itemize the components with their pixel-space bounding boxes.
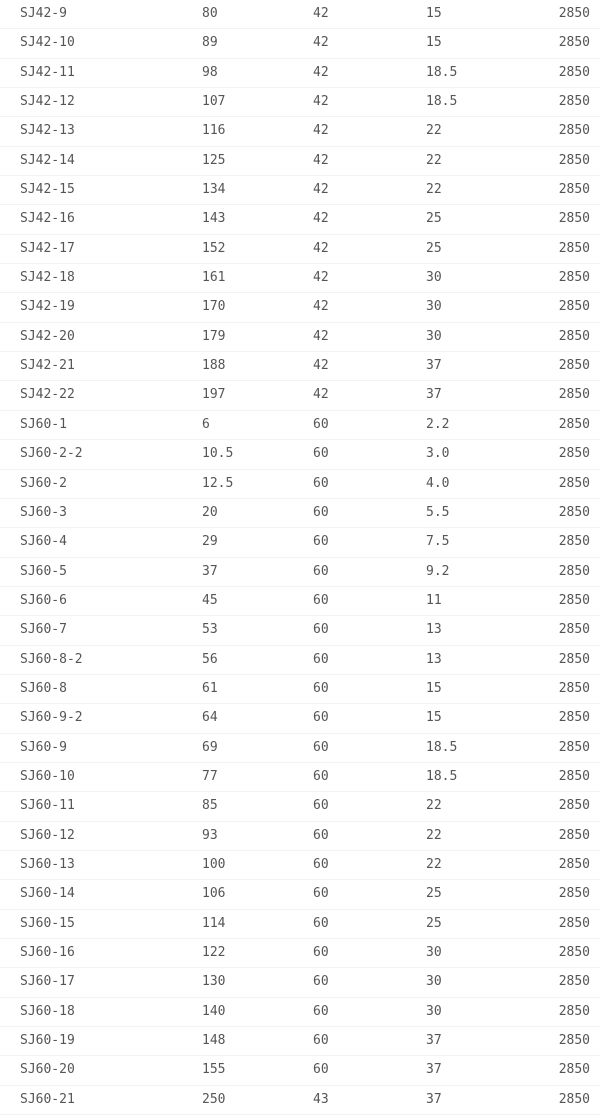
head-cell: 60 (313, 622, 329, 638)
power-cell: 30 (426, 328, 442, 344)
model-cell: SJ42-17 (20, 240, 75, 256)
model-cell: SJ60-6 (20, 592, 67, 608)
head-cell: 60 (313, 651, 329, 667)
flow-cell: 29 (202, 534, 218, 550)
speed-cell: 2850 (558, 240, 590, 256)
power-cell: 5.5 (426, 504, 450, 520)
power-cell: 11 (426, 592, 442, 608)
speed-cell: 2850 (558, 504, 590, 520)
flow-cell: 45 (202, 592, 218, 608)
power-cell: 15 (426, 35, 442, 51)
head-cell: 60 (313, 1033, 329, 1049)
flow-cell: 56 (202, 651, 218, 667)
power-cell: 37 (426, 1091, 442, 1107)
model-cell: SJ60-3 (20, 504, 67, 520)
model-cell: SJ42-20 (20, 328, 75, 344)
power-cell: 37 (426, 1062, 442, 1078)
power-cell: 18.5 (426, 768, 458, 784)
head-cell: 42 (313, 6, 329, 21)
flow-cell: 143 (202, 211, 226, 227)
model-cell: SJ42-14 (20, 152, 75, 168)
model-cell: SJ60-10 (20, 768, 75, 784)
speed-cell: 2850 (558, 64, 590, 80)
flow-cell: 10.5 (202, 446, 234, 462)
flow-cell: 85 (202, 798, 218, 814)
table-row (0, 704, 600, 733)
speed-cell: 2850 (558, 798, 590, 814)
table-row (0, 910, 600, 939)
speed-cell: 2850 (558, 475, 590, 491)
table-row (0, 822, 600, 851)
flow-cell: 12.5 (202, 475, 234, 491)
table-row (0, 763, 600, 792)
head-cell: 60 (313, 915, 329, 931)
table-row (0, 176, 600, 205)
flow-cell: 250 (202, 1091, 226, 1107)
power-cell: 18.5 (426, 739, 458, 755)
power-cell: 30 (426, 299, 442, 315)
table-row (0, 734, 600, 763)
power-cell: 22 (426, 182, 442, 198)
flow-cell: 77 (202, 768, 218, 784)
table-row (0, 117, 600, 146)
head-cell: 43 (313, 1091, 329, 1107)
flow-cell: 116 (202, 123, 226, 139)
speed-cell: 2850 (558, 622, 590, 638)
power-cell: 15 (426, 680, 442, 696)
speed-cell: 2850 (558, 1003, 590, 1019)
flow-cell: 152 (202, 240, 226, 256)
head-cell: 60 (313, 739, 329, 755)
head-cell: 60 (313, 768, 329, 784)
head-cell: 42 (313, 35, 329, 51)
head-cell: 60 (313, 945, 329, 960)
speed-cell: 2850 (558, 827, 590, 843)
power-cell: 37 (426, 387, 442, 403)
model-cell: SJ42-18 (20, 270, 75, 286)
table-row (0, 1027, 600, 1056)
model-cell: SJ42-22 (20, 387, 75, 403)
flow-cell: 107 (202, 94, 226, 110)
model-cell: SJ60-9-2 (20, 710, 83, 726)
power-cell: 22 (426, 123, 442, 139)
speed-cell: 2850 (558, 915, 590, 931)
table-row (0, 470, 600, 499)
power-cell: 22 (426, 827, 442, 843)
flow-cell: 179 (202, 328, 226, 344)
table-row (0, 0, 600, 29)
table-row (0, 59, 600, 88)
head-cell: 60 (313, 1003, 329, 1019)
flow-cell: 148 (202, 1033, 226, 1049)
head-cell: 42 (313, 123, 329, 139)
model-cell: SJ60-8-2 (20, 651, 83, 667)
speed-cell: 2850 (558, 945, 590, 960)
head-cell: 42 (313, 182, 329, 198)
head-cell: 42 (313, 94, 329, 110)
flow-cell: 106 (202, 886, 226, 902)
speed-cell: 2850 (558, 211, 590, 227)
head-cell: 60 (313, 798, 329, 814)
flow-cell: 93 (202, 827, 218, 843)
speed-cell: 2850 (558, 1033, 590, 1049)
flow-cell: 98 (202, 64, 218, 80)
power-cell: 18.5 (426, 64, 458, 80)
speed-cell: 2850 (558, 651, 590, 667)
table-row (0, 998, 600, 1027)
head-cell: 42 (313, 64, 329, 80)
power-cell: 7.5 (426, 534, 450, 550)
flow-cell: 170 (202, 299, 226, 315)
power-cell: 3.0 (426, 446, 450, 462)
model-cell: SJ42-15 (20, 182, 75, 198)
flow-cell: 130 (202, 974, 226, 990)
head-cell: 42 (313, 270, 329, 286)
speed-cell: 2850 (558, 270, 590, 286)
flow-cell: 61 (202, 680, 218, 696)
model-cell: SJ60-11 (20, 798, 75, 814)
head-cell: 42 (313, 358, 329, 374)
flow-cell: 161 (202, 270, 226, 286)
power-cell: 30 (426, 1003, 442, 1019)
table-row (0, 968, 600, 997)
speed-cell: 2850 (558, 152, 590, 168)
table-row (0, 381, 600, 410)
head-cell: 60 (313, 504, 329, 520)
speed-cell: 2850 (558, 710, 590, 726)
speed-cell: 2850 (558, 328, 590, 344)
model-cell: SJ42-9 (20, 6, 67, 21)
speed-cell: 2850 (558, 856, 590, 872)
power-cell: 25 (426, 915, 442, 931)
model-cell: SJ42-21 (20, 358, 75, 374)
head-cell: 42 (313, 152, 329, 168)
table-row (0, 528, 600, 557)
head-cell: 60 (313, 592, 329, 608)
flow-cell: 134 (202, 182, 226, 198)
speed-cell: 2850 (558, 739, 590, 755)
flow-cell: 64 (202, 710, 218, 726)
table-row (0, 352, 600, 381)
speed-cell: 2850 (558, 358, 590, 374)
table-row (0, 29, 600, 58)
power-cell: 2.2 (426, 416, 450, 432)
model-cell: SJ42-13 (20, 123, 75, 139)
model-cell: SJ60-4 (20, 534, 67, 550)
power-cell: 15 (426, 710, 442, 726)
flow-cell: 37 (202, 563, 218, 579)
speed-cell: 2850 (558, 299, 590, 315)
power-cell: 18.5 (426, 94, 458, 110)
power-cell: 4.0 (426, 475, 450, 491)
flow-cell: 20 (202, 504, 218, 520)
flow-cell: 89 (202, 35, 218, 51)
model-cell: SJ60-16 (20, 945, 75, 960)
table-row (0, 558, 600, 587)
speed-cell: 2850 (558, 974, 590, 990)
power-cell: 13 (426, 622, 442, 638)
speed-cell: 2850 (558, 6, 590, 21)
speed-cell: 2850 (558, 446, 590, 462)
speed-cell: 2850 (558, 563, 590, 579)
power-cell: 15 (426, 6, 442, 21)
flow-cell: 125 (202, 152, 226, 168)
power-cell: 37 (426, 1033, 442, 1049)
model-cell: SJ60-14 (20, 886, 75, 902)
head-cell: 60 (313, 680, 329, 696)
power-cell: 25 (426, 211, 442, 227)
table-row (0, 1056, 600, 1085)
flow-cell: 197 (202, 387, 226, 403)
model-cell: SJ60-21 (20, 1091, 75, 1107)
flow-cell: 155 (202, 1062, 226, 1078)
model-cell: SJ60-15 (20, 915, 75, 931)
head-cell: 42 (313, 328, 329, 344)
power-cell: 9.2 (426, 563, 450, 579)
power-cell: 25 (426, 886, 442, 902)
model-cell: SJ60-1 (20, 416, 67, 432)
table-row (0, 880, 600, 909)
table-row (0, 646, 600, 675)
model-cell: SJ42-16 (20, 211, 75, 227)
model-cell: SJ42-12 (20, 94, 75, 110)
model-cell: SJ60-17 (20, 974, 75, 990)
speed-cell: 2850 (558, 123, 590, 139)
model-cell: SJ42-11 (20, 64, 75, 80)
model-cell: SJ60-7 (20, 622, 67, 638)
model-cell: SJ60-5 (20, 563, 67, 579)
model-cell: SJ60-19 (20, 1033, 75, 1049)
table-row (0, 293, 600, 322)
table-row (0, 411, 600, 440)
table-row (0, 323, 600, 352)
table-row (0, 851, 600, 880)
head-cell: 42 (313, 211, 329, 227)
model-cell: SJ60-18 (20, 1003, 75, 1019)
table-row (0, 147, 600, 176)
flow-cell: 53 (202, 622, 218, 638)
model-cell: SJ60-2 (20, 475, 67, 491)
speed-cell: 2850 (558, 35, 590, 51)
speed-cell: 2850 (558, 886, 590, 902)
speed-cell: 2850 (558, 1091, 590, 1107)
head-cell: 60 (313, 856, 329, 872)
head-cell: 60 (313, 974, 329, 990)
head-cell: 60 (313, 563, 329, 579)
flow-cell: 6 (202, 416, 210, 432)
flow-cell: 100 (202, 856, 226, 872)
power-cell: 13 (426, 651, 442, 667)
model-cell: SJ60-20 (20, 1062, 75, 1078)
flow-cell: 122 (202, 945, 226, 960)
model-cell: SJ60-9 (20, 739, 67, 755)
power-cell: 30 (426, 974, 442, 990)
power-cell: 22 (426, 856, 442, 872)
head-cell: 60 (313, 534, 329, 550)
table-row (0, 264, 600, 293)
power-cell: 30 (426, 945, 442, 960)
model-cell: SJ42-19 (20, 299, 75, 315)
head-cell: 60 (313, 416, 329, 432)
speed-cell: 2850 (558, 680, 590, 696)
flow-cell: 114 (202, 915, 226, 931)
speed-cell: 2850 (558, 1062, 590, 1078)
table-row (0, 440, 600, 469)
head-cell: 60 (313, 475, 329, 491)
power-cell: 37 (426, 358, 442, 374)
head-cell: 60 (313, 710, 329, 726)
model-cell: SJ60-12 (20, 827, 75, 843)
table-row (0, 616, 600, 645)
head-cell: 60 (313, 446, 329, 462)
model-cell: SJ42-10 (20, 35, 75, 51)
table-row (0, 88, 600, 117)
head-cell: 42 (313, 299, 329, 315)
power-cell: 30 (426, 270, 442, 286)
flow-cell: 188 (202, 358, 226, 374)
table-row (0, 675, 600, 704)
head-cell: 60 (313, 827, 329, 843)
table-row (0, 792, 600, 821)
head-cell: 42 (313, 240, 329, 256)
model-cell: SJ60-13 (20, 856, 75, 872)
speed-cell: 2850 (558, 182, 590, 198)
speed-cell: 2850 (558, 94, 590, 110)
flow-cell: 80 (202, 6, 218, 21)
power-cell: 25 (426, 240, 442, 256)
flow-cell: 140 (202, 1003, 226, 1019)
head-cell: 42 (313, 387, 329, 403)
speed-cell: 2850 (558, 592, 590, 608)
table-row (0, 499, 600, 528)
power-cell: 22 (426, 798, 442, 814)
table-row (0, 205, 600, 234)
speed-cell: 2850 (558, 387, 590, 403)
table-row (0, 587, 600, 616)
model-cell: SJ60-2-2 (20, 446, 83, 462)
speed-cell: 2850 (558, 416, 590, 432)
flow-cell: 69 (202, 739, 218, 755)
speed-cell: 2850 (558, 768, 590, 784)
model-cell: SJ60-8 (20, 680, 67, 696)
head-cell: 60 (313, 1062, 329, 1078)
head-cell: 60 (313, 886, 329, 902)
speed-cell: 2850 (558, 534, 590, 550)
table-row (0, 939, 600, 968)
power-cell: 22 (426, 152, 442, 168)
table-row (0, 235, 600, 264)
